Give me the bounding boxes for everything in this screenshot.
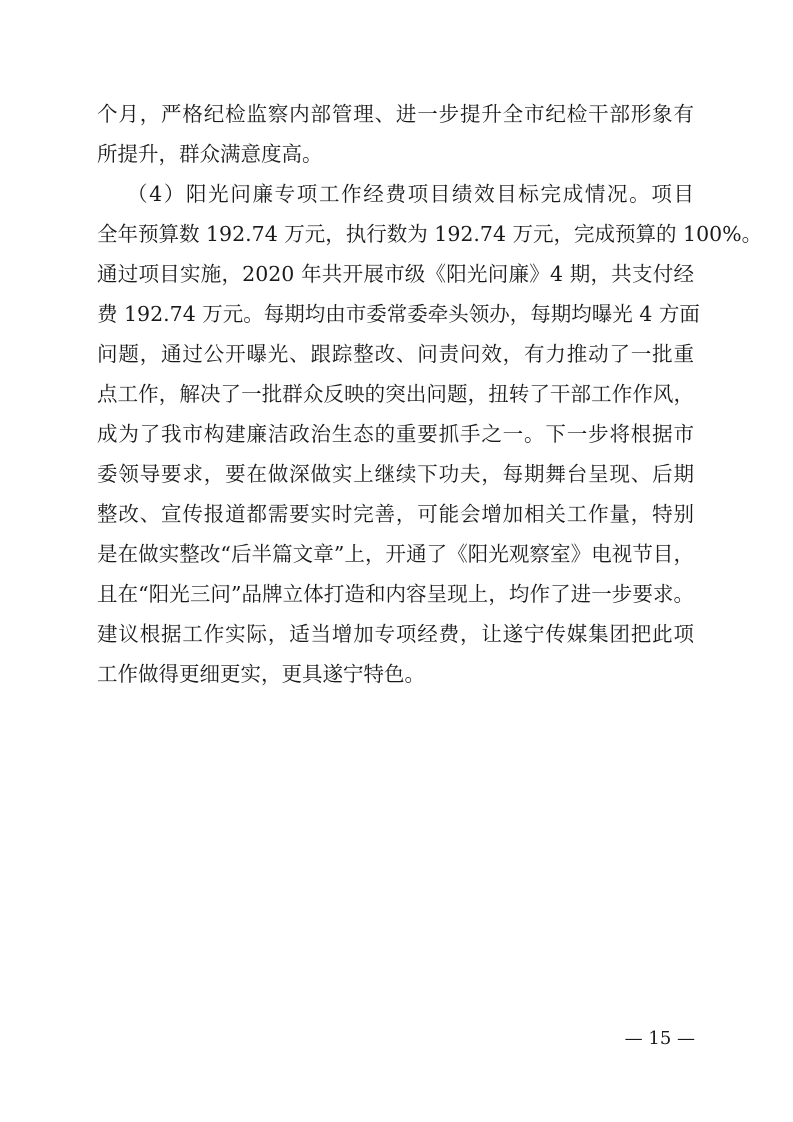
text-line: 委领导要求，要在做深做实上继续下功夫，每期舞台呈现、后期 xyxy=(97,462,694,486)
document-body xyxy=(97,94,763,694)
page-number: — 15 — xyxy=(624,1028,695,1049)
text-line: 问题，通过公开曝光、跟踪整改、问责问效，有力推动了一批重 xyxy=(97,342,694,366)
text-line: 所提升，群众满意度高。 xyxy=(97,142,323,166)
text-line: 通过项目实施，2020 年共开展市级《阳光问廉》4 期，共支付经 xyxy=(97,262,694,286)
text-line: 是在做实整改“后半篇文章”上，开通了《阳光观察室》电视节目， xyxy=(97,542,694,566)
text-line: 个月，严格纪检监察内部管理、进一步提升全市纪检干部形象有 xyxy=(97,102,694,126)
text-line: 且在“阳光三问”品牌立体打造和内容呈现上，均作了进一步要求。 xyxy=(97,582,694,606)
text-line: 费 192.74 万元。每期均由市委常委牵头领办，每期均曝光 4 方面 xyxy=(97,302,700,326)
text-line: 工作做得更细更实，更具遂宁特色。 xyxy=(97,662,425,686)
text-line: 全年预算数 192.74 万元，执行数为 192.74 万元，完成预算的 100%。 xyxy=(97,222,763,246)
text-line: 点工作，解决了一批群众反映的突出问题，扭转了干部工作作风， xyxy=(97,382,694,406)
text-line: 成为了我市构建廉洁政治生态的重要抓手之一。下一步将根据市 xyxy=(97,422,694,446)
text-line: 建议根据工作实际，适当增加专项经费，让遂宁传媒集团把此项 xyxy=(97,622,694,646)
section-heading-line: （4）阳光问廉专项工作经费项目绩效目标完成情况。项目 xyxy=(127,182,694,206)
text-line: 整改、宣传报道都需要实时完善，可能会增加相关工作量，特别 xyxy=(97,502,694,526)
